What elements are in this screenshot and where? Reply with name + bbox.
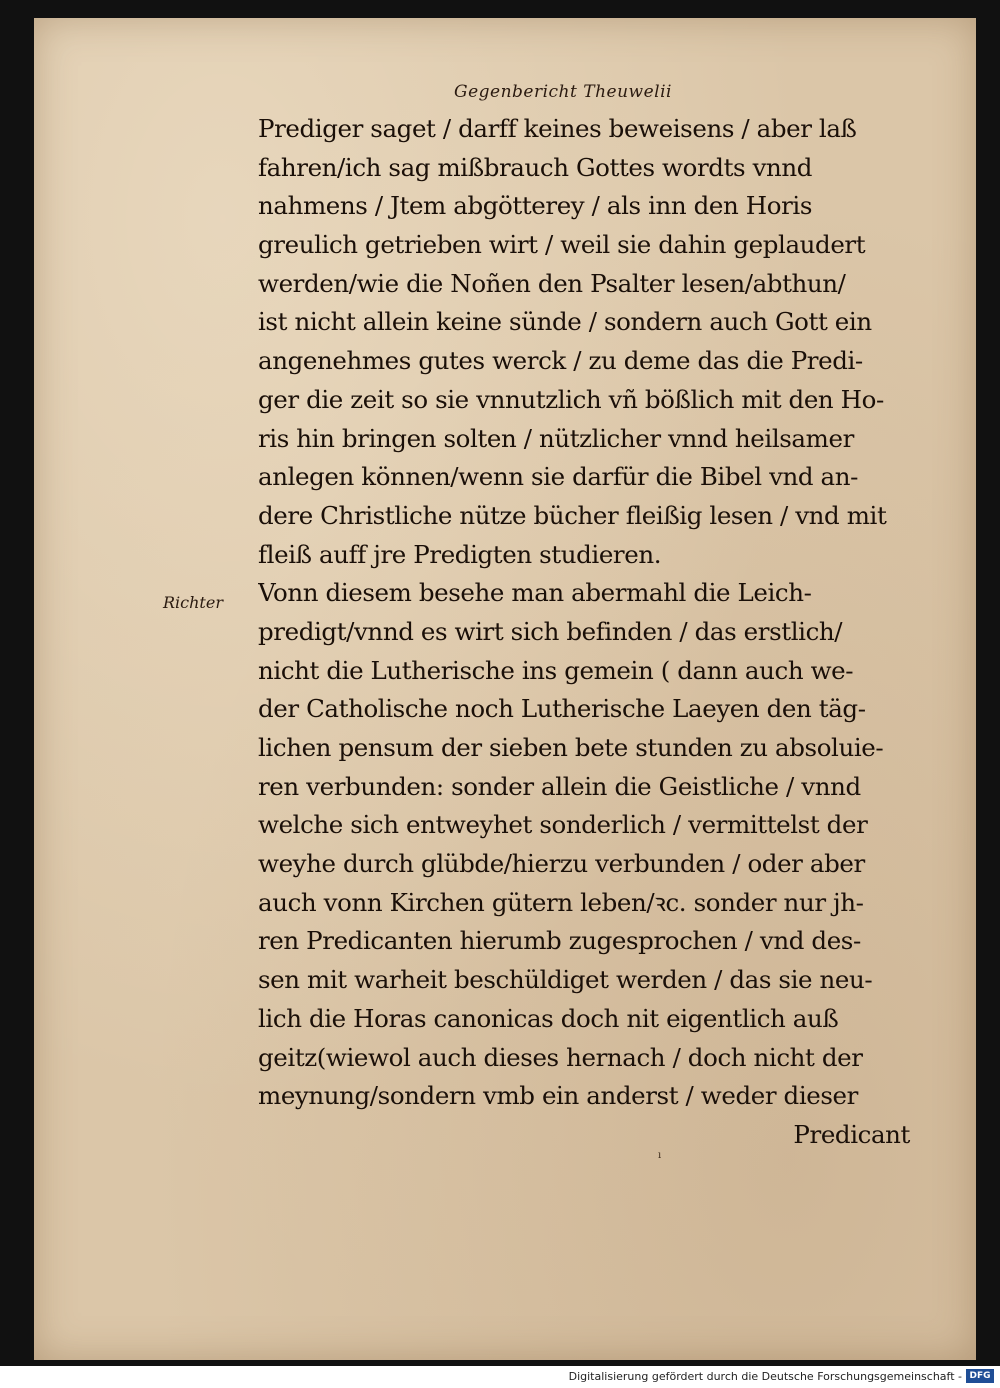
page-mark: ı: [658, 1150, 662, 1161]
footer: [0, 1366, 1000, 1388]
text-line: predigt/vnnd es wirt sich befinden / das erstlich/: [258, 616, 843, 646]
text-line: werden/wie die Noñen den Psalter lesen/abthun/: [258, 268, 846, 298]
footer-credit: Digitalisierung gefördert durch die Deutsche Forschungsgemeinschaft -: [568, 1370, 962, 1383]
margin-note: Richter: [163, 593, 223, 612]
text-line: sen mit warheit beschüldiget werden / das sie neu-: [258, 965, 873, 995]
text-line: Vonn diesem besehe man abermahl die Leich-: [258, 578, 812, 608]
text-line: fleiß auff jre Predigten studieren.: [258, 539, 662, 569]
text-line: nahmens / Jtem abgötterey / als inn den Horis: [258, 191, 813, 221]
text-line: anlegen können/wenn sie darfür die Bibel vnd an-: [258, 462, 859, 492]
text-line: geitz(wiewol auch dieses hernach / doch nicht der: [258, 1042, 863, 1072]
text-line: meynung/sondern vmb ein anderst / weder dieser: [258, 1081, 858, 1111]
text-line: nicht die Lutherische ins gemein ( dann auch we-: [258, 655, 854, 685]
text-line: ger die zeit so sie vnnutzlich vñ bößlich mit den Ho-: [258, 384, 884, 414]
running-head: Gegenbericht Theuwelii: [454, 82, 672, 102]
text-line: weyhe durch glübde/hierzu verbunden / oder aber: [258, 849, 865, 879]
catchword: Predicant: [793, 1119, 910, 1149]
dfg-logo-icon[interactable]: DFG: [966, 1369, 994, 1383]
text-line: ren Predicanten hierumb zugesprochen / vnd des-: [258, 926, 861, 956]
text-line: ris hin bringen solten / nützlicher vnnd heilsamer: [258, 423, 854, 453]
text-line: auch vonn Kirchen gütern leben/ꝛc. sonder nur jh-: [258, 887, 864, 917]
text-line: Prediger saget / darff keines beweisens / aber laß: [258, 114, 857, 143]
text-line: angenehmes gutes werck / zu deme das die Predi-: [258, 346, 863, 376]
text-line: lich die Horas canonicas doch nit eigentlich auß: [258, 1003, 839, 1033]
text-line: der Catholische noch Lutherische Laeyen den täg-: [258, 694, 866, 724]
text-line: welche sich entweyhet sonderlich / vermittelst der: [258, 810, 868, 840]
text-line: lichen pensum der sieben bete stunden zu absoluie-: [258, 733, 884, 762]
text-line: ren verbunden: sonder allein die Geistliche / vnnd: [258, 771, 861, 801]
text-line: ist nicht allein keine sünde / sondern auch Gott ein: [258, 307, 872, 337]
text-line: fahren/ich sag mißbrauch Gottes wordts vnnd: [258, 152, 813, 182]
text-line: greulich getrieben wirt / weil sie dahin geplaudert: [258, 230, 866, 260]
text-line: dere Christliche nütze bücher fleißig lesen / vnd mit: [258, 500, 887, 530]
body-text: [258, 110, 918, 1155]
